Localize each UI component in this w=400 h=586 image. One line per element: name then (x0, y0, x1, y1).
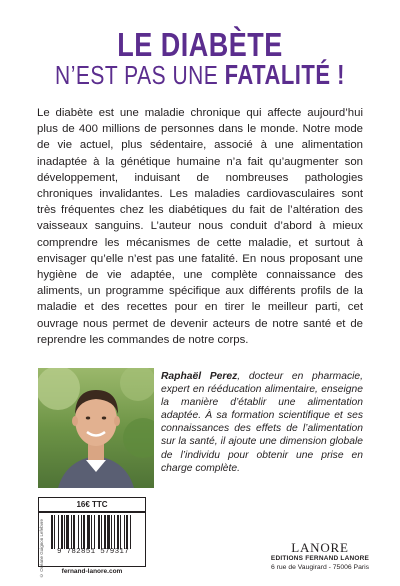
author-name: Raphaël Perez (161, 371, 238, 382)
publisher-name: EDITIONS FERNAND LANORE (270, 555, 370, 562)
barcode-box (38, 497, 146, 567)
author-photo (38, 368, 154, 488)
publisher-website: fernand-lanore.com (61, 568, 123, 575)
price-label: 16€ TTC (76, 500, 108, 509)
barcode (51, 515, 141, 549)
author-bio (161, 370, 363, 475)
price-divider (39, 511, 145, 513)
publisher-address: 6 rue de Vaugirard - 75006 Paris (270, 564, 370, 571)
photo-credit: © Océane Guignon Lefebvre (39, 518, 44, 578)
isbn-digits: 9 782851 579317 (56, 548, 129, 556)
title-line-2-emphasis: FATALITÉ ! (224, 58, 345, 90)
author-bio-text: , docteur en pharmacie, expert en rééducation alimentaire, enseigne la manière d’établir une alimentation adaptée. À sa formation scientifique et ses connaissances des effets de l’alimentation sur la santé, il ajoute une dimension globale de l’individu pour obtenir une prise en charge complète. (161, 371, 363, 474)
publisher-logo: LANORE (291, 540, 349, 555)
book-description: Le diabète est une maladie chronique qui affecte aujourd’hui plus de 400 millions de personnes dans le monde. Notre mode de vie actuel, plus sédentaire, associé à une alimentation inadaptée à la génétique humaine n’a fait qu’augmenter son développement, induisant de nombreuses pathologies chroniques invalidantes. Les maladies cardiovasculaires sont très fréquentes chez les diabétiques du fait de l’altération des vaisseaux sanguins. L’auteur nous conduit d’abord à mieux comprendre les mécanismes de cette maladie, et surtout à envisager qu’elle n’est pas une fatalité. En nous proposant une hygiène de vie adaptée, une complète connaissance des aliments, un programme spécifique aux différents profils de la maladie et des recettes pour en tirer le meilleur parti, cet ouvrage nous permet de devenir acteurs de notre santé et de reprendre les commandes de notre corps. (37, 107, 363, 346)
title-line-1: LE DIABÈTE (117, 26, 283, 64)
title-line-2-prefix: N’EST PAS UNE (55, 61, 225, 90)
title-line-2 (0, 59, 400, 92)
